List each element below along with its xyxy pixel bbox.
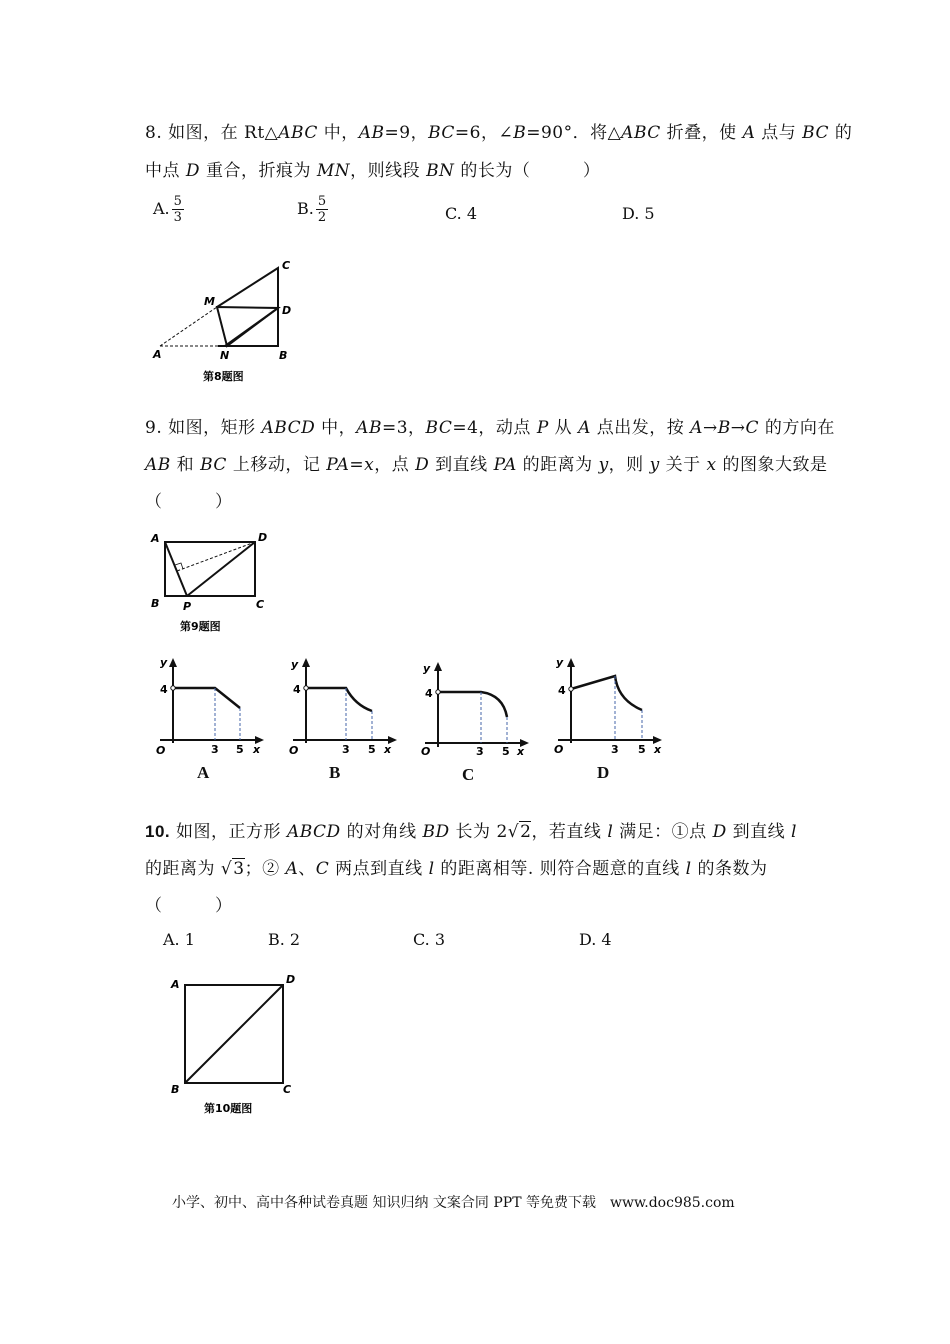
folded-mdn bbox=[217, 307, 278, 346]
arrow: → bbox=[702, 418, 718, 438]
q9-text: 的距离为 bbox=[516, 455, 599, 475]
sqrt-icon: √ bbox=[507, 822, 520, 842]
q9-answer-blank: （ ） bbox=[145, 492, 233, 512]
label-c: C bbox=[282, 259, 291, 272]
q9-text: =3， bbox=[381, 418, 426, 438]
q10-text: 的距离相等. 则符合题意的直线 bbox=[434, 859, 686, 879]
curve bbox=[306, 688, 372, 711]
diagonal-bd bbox=[185, 985, 283, 1083]
segment-pd bbox=[187, 542, 255, 596]
denominator: 2 bbox=[317, 210, 327, 225]
graph-a-label: A bbox=[197, 763, 210, 782]
q9-text: 从 bbox=[548, 418, 579, 438]
open-point bbox=[304, 686, 308, 690]
q10-text: 的对角线 bbox=[340, 822, 423, 842]
q10-text: 如图，正方形 bbox=[170, 822, 287, 842]
tick-5: 5 bbox=[368, 743, 376, 755]
tick-4: 4 bbox=[558, 684, 566, 697]
q8-option-c: C. 4 bbox=[445, 204, 478, 223]
y-label: y bbox=[160, 656, 168, 669]
graph-b-label: B bbox=[329, 763, 341, 782]
q9-text: ，点 bbox=[374, 455, 416, 475]
numerator: 5 bbox=[317, 194, 327, 209]
q10-text: 满足：①点 bbox=[613, 822, 713, 842]
numerator: 5 bbox=[173, 194, 182, 209]
graph-d bbox=[548, 655, 673, 755]
label-p: P bbox=[183, 600, 192, 613]
dashed-am bbox=[160, 307, 217, 346]
label-c: C bbox=[256, 598, 265, 611]
sqrt-icon: √ bbox=[220, 859, 233, 879]
q8-option-b bbox=[297, 194, 328, 225]
q9-line-1 bbox=[145, 413, 835, 438]
label-m: M bbox=[204, 295, 215, 308]
q8-text: 中点 bbox=[145, 161, 186, 181]
curve bbox=[438, 692, 507, 717]
tick-3: 3 bbox=[476, 745, 484, 755]
q10-text: 的距离为 bbox=[145, 859, 221, 879]
q9-var: AB bbox=[356, 418, 382, 438]
graph-c-label: C bbox=[462, 765, 475, 784]
curve bbox=[571, 676, 642, 710]
arrow-icon bbox=[434, 662, 442, 671]
q9-text: 上移动，记 bbox=[226, 455, 327, 475]
q10-answer-blank: （ ） bbox=[145, 896, 233, 916]
q9-var: D bbox=[415, 455, 430, 475]
origin: O bbox=[421, 745, 431, 755]
graph-c bbox=[415, 655, 540, 755]
q9-var: x bbox=[706, 455, 717, 475]
line-dn bbox=[225, 308, 278, 346]
figure-caption: 第9题图 bbox=[180, 620, 221, 633]
q9-text: 点出发，按 bbox=[590, 418, 691, 438]
label-d: D bbox=[258, 531, 268, 544]
q10-line-1 bbox=[145, 817, 797, 842]
q10-text: 的条数为 bbox=[691, 859, 768, 879]
q8-text: 中， bbox=[317, 123, 359, 143]
q10-option-a: A. 1 bbox=[163, 930, 195, 949]
q8-text: ，则线段 bbox=[350, 161, 427, 181]
q9-text: 关于 bbox=[659, 455, 707, 475]
q10-option-c: C. 3 bbox=[413, 930, 446, 949]
q9-text: 的方向在 bbox=[758, 418, 835, 438]
q10-text: 长为 bbox=[449, 822, 497, 842]
origin: O bbox=[554, 743, 564, 755]
fraction bbox=[172, 194, 184, 225]
q8-var: D bbox=[185, 161, 201, 181]
tick-3: 3 bbox=[211, 743, 219, 755]
q9-var: y bbox=[649, 455, 660, 475]
q9-text: 9. 如图，矩形 bbox=[145, 418, 262, 438]
q9-var: PA bbox=[493, 455, 517, 475]
fraction bbox=[316, 194, 328, 225]
q10-var: l bbox=[685, 859, 692, 879]
q10-var: BD bbox=[422, 822, 450, 842]
label-n: N bbox=[220, 349, 230, 362]
q10-option-d: D. 4 bbox=[579, 930, 612, 949]
rectangle-abcd bbox=[165, 542, 255, 596]
arrow-icon bbox=[302, 658, 310, 667]
radicand: 2 bbox=[520, 822, 532, 842]
figure-caption: 第8题图 bbox=[203, 370, 244, 383]
q9-var: BC bbox=[425, 418, 453, 438]
q8-var: ABC bbox=[278, 123, 318, 143]
tick-4: 4 bbox=[293, 683, 301, 696]
label-d: D bbox=[286, 973, 296, 986]
x-label: x bbox=[253, 743, 261, 755]
q8-option-a bbox=[153, 194, 184, 225]
option-prefix: A. bbox=[153, 199, 170, 218]
tick-5: 5 bbox=[502, 745, 510, 755]
q9-line-2 bbox=[145, 450, 828, 475]
q9-text: ，则 bbox=[608, 455, 650, 475]
q8-text: 折叠，使 bbox=[660, 123, 743, 143]
y-label: y bbox=[423, 662, 431, 675]
q10-figure bbox=[160, 965, 320, 1125]
arrow-icon bbox=[567, 658, 575, 667]
denominator: 3 bbox=[173, 210, 182, 225]
q8-var: ABC bbox=[621, 123, 661, 143]
option-prefix: B. bbox=[297, 199, 314, 218]
y-label: y bbox=[291, 658, 299, 671]
q8-line-2 bbox=[145, 156, 600, 181]
q9-var: y bbox=[598, 455, 609, 475]
q10-var: D bbox=[712, 822, 727, 842]
q10-var: l bbox=[607, 822, 614, 842]
q9-var: AB bbox=[145, 455, 171, 475]
q9-text: =4，动点 bbox=[452, 418, 537, 438]
origin: O bbox=[289, 744, 299, 755]
q8-text: =9， bbox=[384, 123, 429, 143]
q9-var: A bbox=[578, 418, 591, 438]
q8-text: =90°．将△ bbox=[526, 123, 622, 143]
footer-text: 小学、初中、高中各种试卷真题 知识归纳 文案合同 PPT 等免费下载 www.doc985.com bbox=[172, 1195, 735, 1211]
tick-5: 5 bbox=[236, 743, 244, 755]
q10-var: l bbox=[428, 859, 435, 879]
figure-caption: 第10题图 bbox=[204, 1102, 253, 1115]
tick-4: 4 bbox=[160, 683, 168, 696]
q8-text: 的长为（ ） bbox=[454, 161, 601, 181]
q9-text: 的图象大致是 bbox=[716, 455, 828, 475]
open-point bbox=[569, 687, 573, 691]
label-b: B bbox=[151, 597, 160, 610]
x-label: x bbox=[654, 743, 662, 755]
q10-var: A bbox=[285, 859, 299, 879]
q8-option-d: D. 5 bbox=[622, 204, 655, 223]
label-d: D bbox=[282, 304, 292, 317]
q8-text: 点与 bbox=[755, 123, 803, 143]
q8-figure bbox=[145, 255, 315, 385]
tick-3: 3 bbox=[342, 743, 350, 755]
q9-var: BC bbox=[200, 455, 227, 475]
q10-line-2 bbox=[145, 854, 768, 879]
q8-var: BC bbox=[428, 123, 455, 143]
open-point bbox=[171, 686, 175, 690]
q8-var: A bbox=[742, 123, 756, 143]
graph-a bbox=[150, 655, 275, 755]
q9-var: C bbox=[745, 418, 759, 438]
q9-var: A bbox=[690, 418, 703, 438]
x-label: x bbox=[517, 745, 525, 755]
q8-var: B bbox=[513, 123, 527, 143]
q10-var: C bbox=[315, 859, 330, 879]
q8-text: =6，∠ bbox=[454, 123, 514, 143]
q8-text: 8. 如图，在 Rt△ bbox=[145, 123, 279, 143]
label-a: A bbox=[151, 532, 160, 545]
q10-coefficient: 2 bbox=[496, 822, 508, 842]
q8-var: AB bbox=[358, 123, 385, 143]
q10-option-b: B. 2 bbox=[268, 930, 301, 949]
q10-text: 两点到直线 bbox=[329, 859, 429, 879]
tick-5: 5 bbox=[638, 743, 646, 755]
curve bbox=[173, 688, 240, 708]
q10-var: l bbox=[791, 822, 797, 842]
q10-text: ；② bbox=[244, 859, 286, 879]
y-label: y bbox=[556, 656, 564, 669]
label-a: A bbox=[171, 978, 180, 991]
q9-var: x bbox=[364, 455, 375, 475]
x-label: x bbox=[384, 743, 392, 755]
label-a: A bbox=[153, 348, 162, 361]
q9-var: B bbox=[717, 418, 731, 438]
q10-text: 、 bbox=[298, 859, 316, 879]
open-point bbox=[436, 690, 440, 694]
q9-text: = bbox=[349, 455, 365, 475]
tick-3: 3 bbox=[611, 743, 619, 755]
perpendicular-dashed bbox=[177, 542, 255, 571]
origin: O bbox=[156, 744, 166, 755]
q10-number: 10. bbox=[145, 822, 171, 841]
radicand: 3 bbox=[233, 859, 245, 879]
label-b: B bbox=[279, 349, 288, 362]
arrow: → bbox=[730, 418, 746, 438]
q10-text: 到直线 bbox=[726, 822, 792, 842]
q8-var: BC bbox=[802, 123, 829, 143]
tick-4: 4 bbox=[425, 687, 433, 700]
q9-var: PA bbox=[326, 455, 350, 475]
q8-text: 重合，折痕为 bbox=[200, 161, 317, 181]
arrow-icon bbox=[169, 658, 177, 667]
q9-text: 中， bbox=[315, 418, 357, 438]
graph-d-label: D bbox=[597, 763, 610, 782]
q9-var: ABCD bbox=[261, 418, 316, 438]
q9-figure bbox=[145, 525, 285, 640]
label-c: C bbox=[283, 1083, 292, 1096]
q8-var: BN bbox=[426, 161, 455, 181]
graph-b bbox=[283, 655, 408, 755]
q8-text: 的 bbox=[829, 123, 853, 143]
q9-text: 和 bbox=[170, 455, 201, 475]
q8-line-1 bbox=[145, 118, 852, 143]
q10-var: ABCD bbox=[286, 822, 341, 842]
q10-text: ，若直线 bbox=[531, 822, 608, 842]
q9-text: 到直线 bbox=[429, 455, 494, 475]
q8-var: MN bbox=[316, 161, 351, 181]
label-b: B bbox=[171, 1083, 180, 1096]
q9-var: P bbox=[536, 418, 549, 438]
